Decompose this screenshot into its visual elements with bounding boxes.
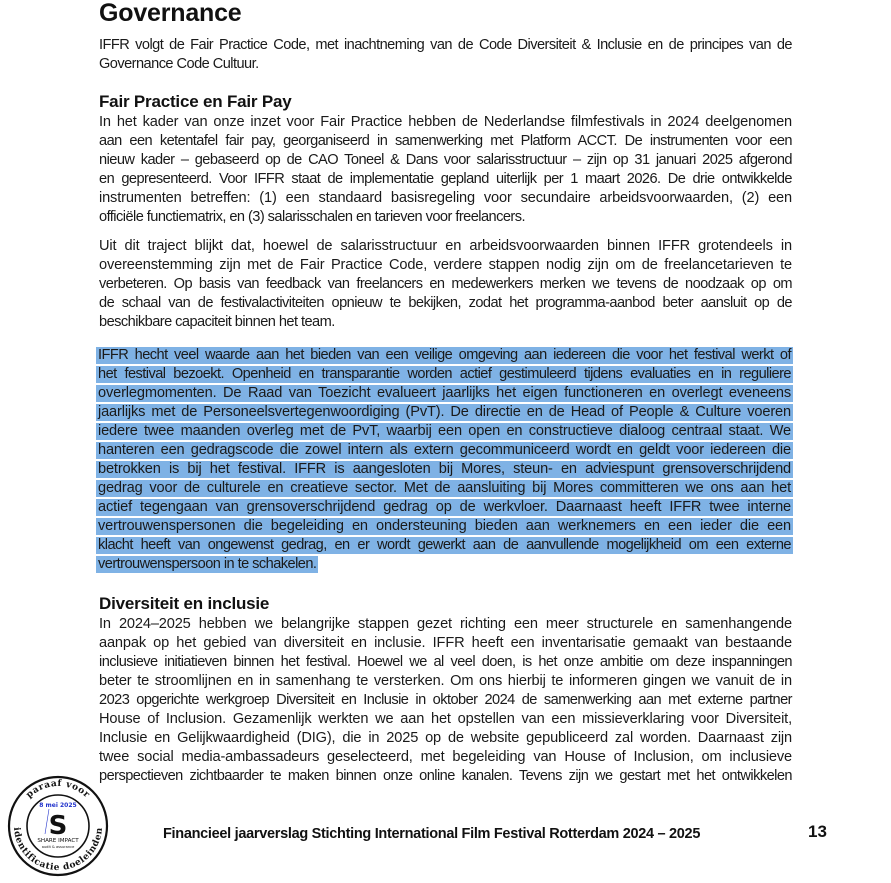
section-fair-practice — [99, 91, 792, 227]
highlighted-line[interactable] — [99, 498, 792, 517]
highlighted-text[interactable]: betrokken is bij het festival. IFFR is aangesloten bij Mores, steun- en adviespunt grensoverschrijdend — [98, 461, 791, 477]
highlighted-line[interactable] — [99, 517, 792, 536]
section-diversity — [99, 593, 792, 786]
stamp-company: SHARE IMPACT — [37, 838, 79, 844]
share-impact-stamp-icon — [6, 774, 110, 878]
text-line: Uit dit traject blijkt dat, hoewel de salarisstructuur en arbeidsvoorwaarden binnen IFFR grotendeels in — [99, 238, 792, 254]
highlighted-line[interactable] — [99, 555, 792, 574]
highlighted-line[interactable] — [99, 479, 792, 498]
text-line: en gepresenteerd. Voor IFFR staat de implementatie gepland uiterlijk per 1 maart 2026. De drie ontwikkelde — [99, 171, 792, 187]
text-line: aanpak op het gebied van diversiteit en inclusie. IFFR heeft een inventarisatie gemaakt van bestaande — [99, 635, 792, 651]
intro-paragraph — [99, 36, 792, 74]
fair-practice-paragraph-1 — [99, 113, 792, 227]
text-line: overeenstemming zijn met de Fair Practice Code, verdere stappen nodig zijn om de freelancetarieven te — [99, 257, 792, 273]
text-line: nieuw kader – gebaseerd op de CAO Toneel & Dans voor salarisstructuur – zijn op 31 januari 2025 afgerond — [99, 152, 792, 168]
text-line: Inclusie en Gelijkwaardigheid (DIG), die in 2025 op de website gepubliceerd zal worden. Daarnaast zijn — [99, 730, 792, 746]
svg-text:S: S — [48, 811, 68, 841]
highlighted-text[interactable]: IFFR hecht veel waarde aan het bieden van een veilige omgeving aan iedereen die voor het festival werkt of — [98, 347, 791, 363]
page-title: Governance — [99, 0, 242, 27]
highlighted-line[interactable] — [99, 384, 792, 403]
text-line: perspectieven zichtbaarder te maken binnen onze online kanalen. Tevens zijn we gestart met het ontwikkelen — [99, 768, 792, 784]
text-line: Governance Code Cultuur. — [99, 56, 259, 72]
text-line: instrumenten betreffen: (1) een standaard basisregeling voor secundaire arbeidsvoorwaarden, (2) een — [99, 190, 792, 206]
highlighted-line[interactable] — [99, 346, 792, 365]
stamp-ring-text-bottom: identificatie doeleinden — [10, 826, 106, 874]
text-line: de schaal van de festivalactiviteiten opnieuw te bekijken, zodat het programma-aanbod beter aansluit op de — [99, 295, 792, 311]
highlighted-text[interactable]: overlegmomenten. De Raad van Toezicht evalueert jaarlijks het eigen functioneren en overlegt eveneens — [98, 385, 791, 401]
highlighted-line[interactable] — [99, 536, 792, 555]
stamp-date: 8 mei 2025 — [39, 802, 77, 809]
highlighted-line[interactable] — [99, 441, 792, 460]
highlighted-line[interactable] — [99, 422, 792, 441]
highlighted-line[interactable] — [99, 403, 792, 422]
highlighted-text[interactable]: hanteren een gedragscode die zowel intern als extern gecommuniceerd wordt en geldt voor iedereen die — [98, 442, 791, 458]
footer-text: Financieel jaarverslag Stichting International Film Festival Rotterdam 2024 – 2025 — [163, 826, 701, 842]
highlighted-text[interactable]: klacht heeft van ongewenst gedrag, en er wordt gewerkt aan de aanvullende mogelijkheid om een externe — [98, 537, 791, 553]
text-line: House of Inclusion. Gezamenlijk werkten we aan het opstellen van een missieverklaring voor Diversiteit, — [99, 711, 792, 727]
diversity-paragraph — [99, 615, 792, 786]
text-line: beter te stroomlijnen en in samenhang te versterken. Om ons hierbij te informeren gingen we vanuit de in — [99, 673, 792, 689]
page-number: 13 — [808, 822, 827, 841]
text-line: In het kader van onze inzet voor Fair Practice hebben de Nederlandse filmfestivals in 2024 deelgenomen — [99, 114, 792, 130]
text-line: In 2024–2025 hebben we belangrijke stappen gezet richting een meer structurele en samenhangende — [99, 616, 792, 632]
highlighted-text[interactable]: vertrouwenspersoon in te schakelen. — [98, 556, 317, 572]
highlighted-line[interactable] — [99, 460, 792, 479]
highlighted-text[interactable]: vertrouwenspersonen die begeleiding en ondersteuning bieden aan werknemers en een ieder die een — [98, 518, 791, 534]
highlighted-text[interactable]: iedere twee maanden overleg met de PvT, waarbij een open en constructieve dialoog centraal staat. We — [98, 423, 791, 439]
highlighted-paragraph[interactable] — [99, 346, 792, 574]
section-heading: Fair Practice en Fair Pay — [99, 92, 292, 111]
text-line: officiële functiematrix, en (3) salarisschalen en tarieven voor freelancers. — [99, 209, 525, 225]
stamp-ring-text-top: paraaf voor — [24, 778, 92, 801]
highlighted-text[interactable]: jaarlijks met de Personeelsvertegenwoordiging (PvT). De directie en de Head of People & Culture voeren — [98, 404, 791, 420]
text-line: aan een ketentafel fair pay, georganiseerd in samenwerking met Platform ACCT. De instrumenten voor een — [99, 133, 792, 149]
fair-practice-paragraph-2 — [99, 237, 792, 332]
text-line: 2023 opgerichte werkgroep Diversiteit en Inclusie in oktober 2024 de samenwerking aan met externe partner — [99, 692, 792, 708]
text-line: IFFR volgt de Fair Practice Code, met inachtneming van de Code Diversiteit & Inclusie en de principes van de — [99, 37, 792, 53]
audit-stamp — [6, 774, 110, 874]
highlighted-text[interactable]: gedrag voor de culturele en creatieve sector. Met de aansluiting bij Mores committeren we ons aan het — [98, 480, 791, 496]
highlighted-line[interactable] — [99, 365, 792, 384]
text-line: verbeteren. Op basis van feedback van freelancers en medewerkers merken we tevens de noodzaak op om — [99, 276, 792, 292]
text-line: twee social media-ambassadeurs geselecteerd, met begeleiding van House of Inclusion, om inclusieve — [99, 749, 792, 765]
text-line: inclusieve initiatieven binnen het festival. Hoewel we al veel doen, is het onze ambitie om deze inspanningen — [99, 654, 792, 670]
section-heading: Diversiteit en inclusie — [99, 594, 270, 613]
text-line: beschikbare capaciteit binnen het team. — [99, 314, 335, 330]
highlighted-text[interactable]: het festival bezoekt. Openheid en transparantie worden actief gestimuleerd tijdens evaluaties en in reguliere — [98, 366, 791, 382]
highlighted-text[interactable]: actief tegengaan van grensoverschrijdend gedrag op de werkvloer. Daarnaast heeft IFFR twee interne — [98, 499, 791, 515]
stamp-tagline: audit & assurance — [41, 845, 75, 849]
